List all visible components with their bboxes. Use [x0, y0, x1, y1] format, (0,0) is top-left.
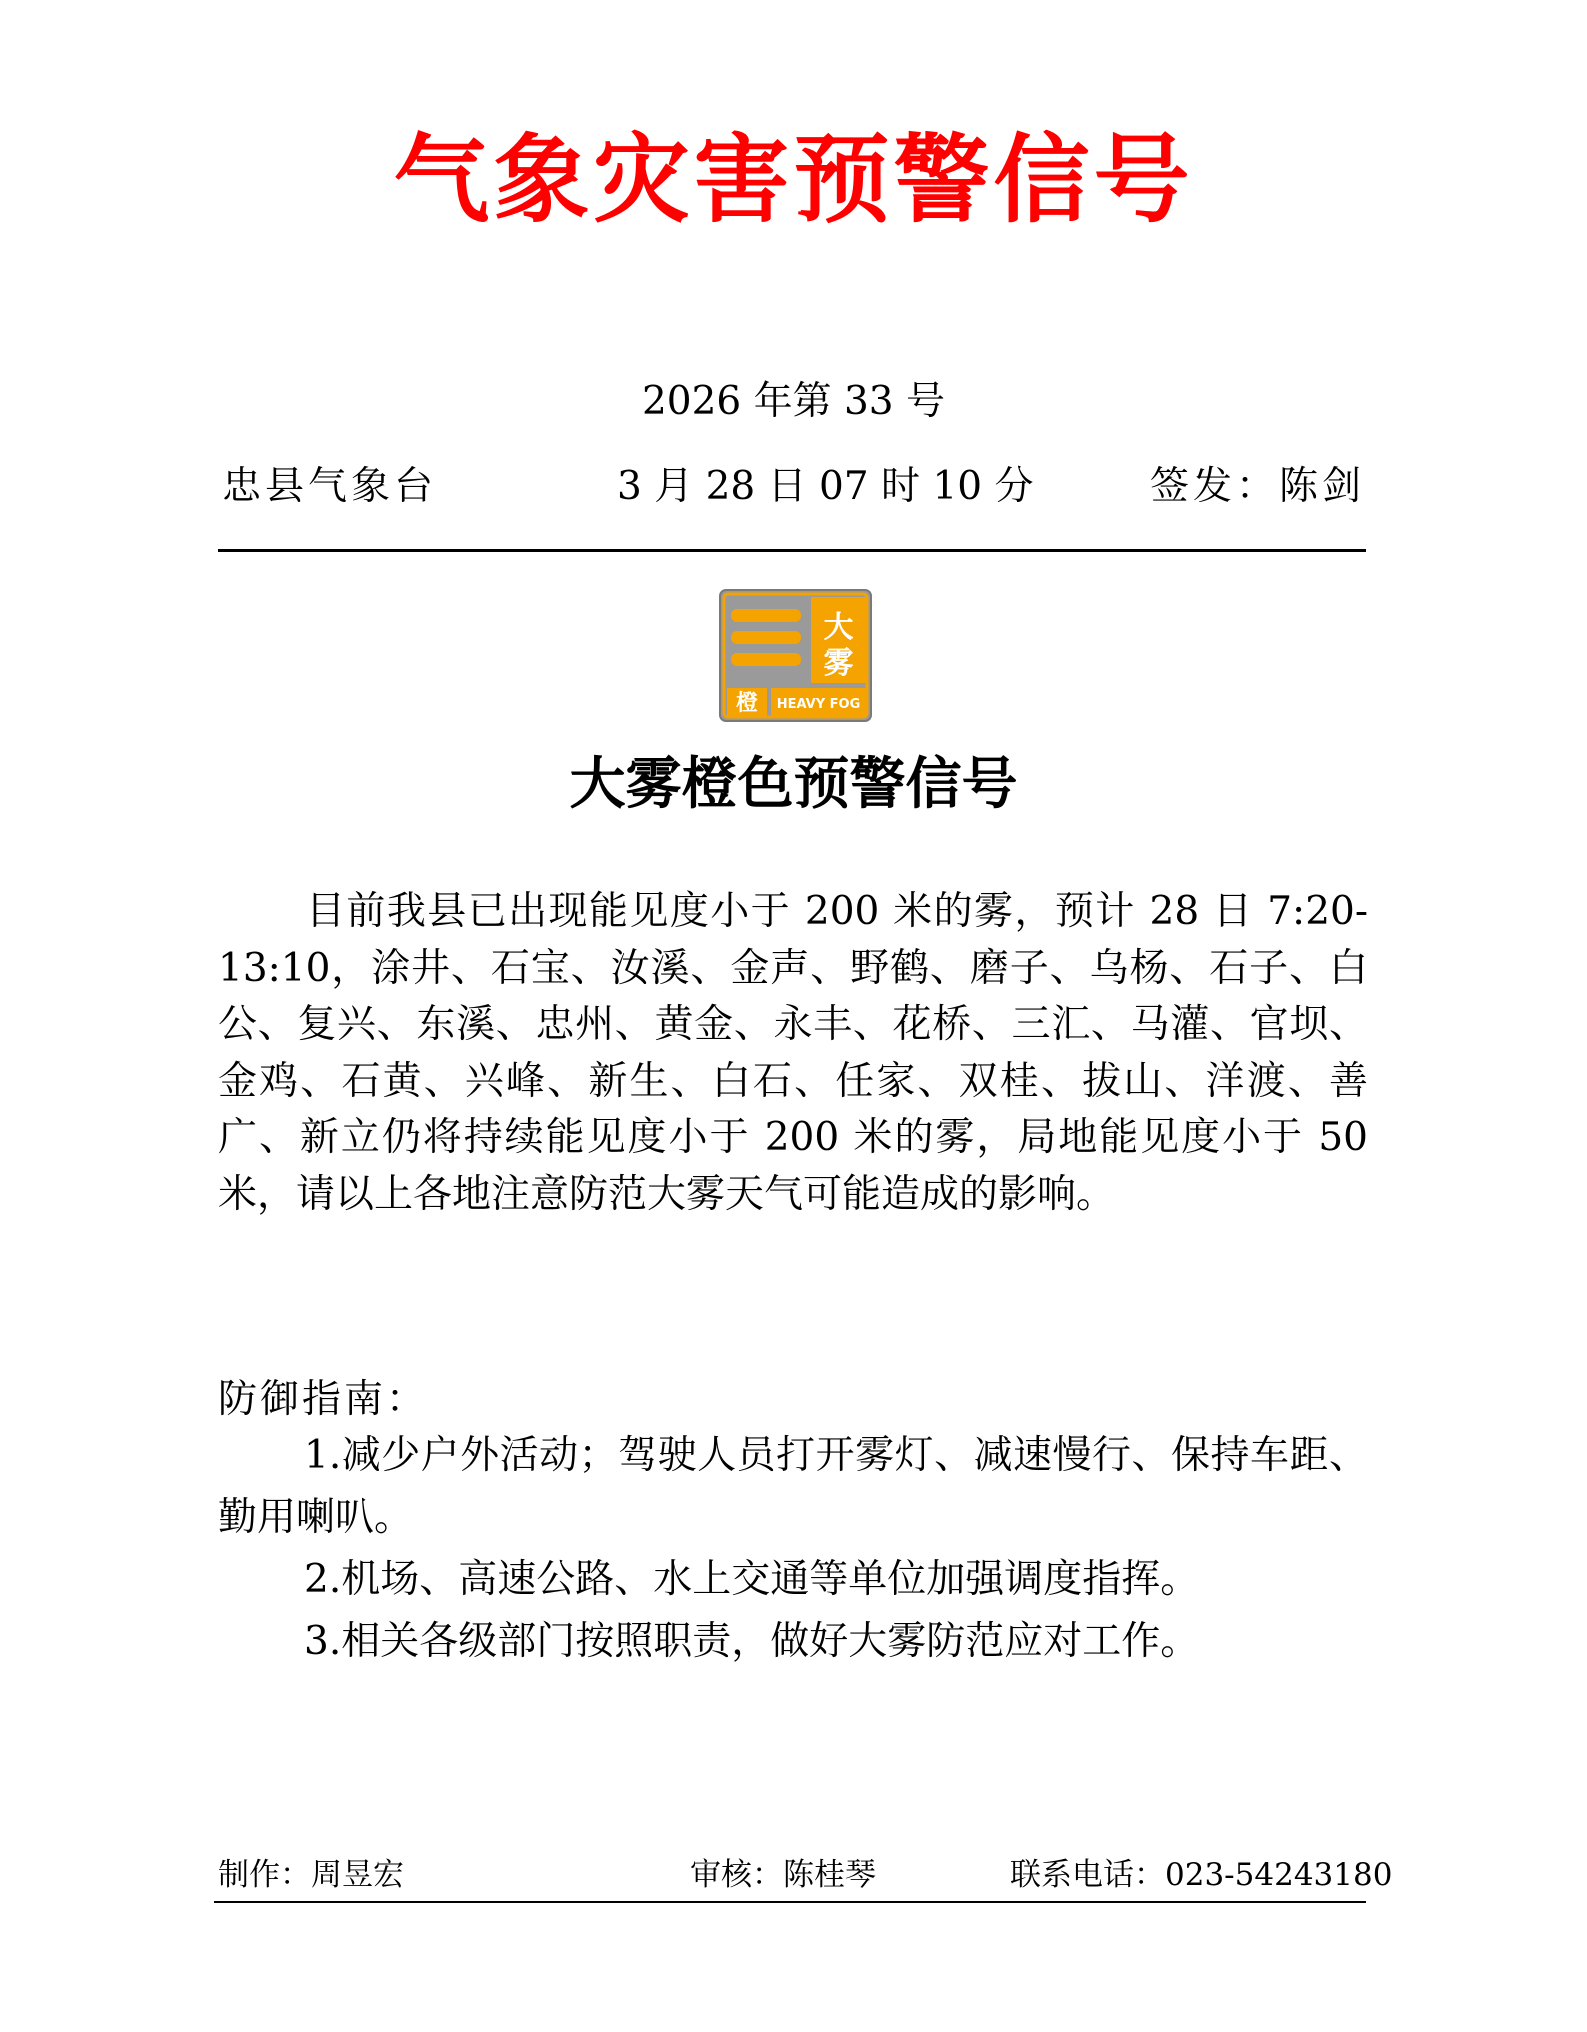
fog-bar-2: [731, 631, 801, 644]
signal-text-da: 大: [823, 610, 854, 645]
warning-body-paragraph: 目前我县已出现能见度小于 200 米的雾，预计 28 日 7:20-13:10，涂井、石宝、汝溪、金声、野鹤、磨子、乌杨、石子、白公、复兴、东溪、忠州、黄金、永丰、花桥、三汇、马灌、官坝、金鸡、石黄、兴峰、新生、白石、任家、双桂、拔山、洋渡、善广、新立仍将持续能见度小于 200 米的雾，局地能见度小于 50 米，请以上各地注意防范大雾天气可能造成的影响。: [218, 889, 1368, 1217]
fog-bar-1: [731, 609, 801, 622]
issue-time: 3 月 28 日 07 时 10 分: [617, 464, 1034, 509]
document-number: 2026 年第 33 号: [641, 379, 946, 424]
signal-text-wu: 雾: [823, 646, 854, 681]
footer-reviewer: 审核：陈桂琴: [690, 1857, 876, 1893]
defense-guide-item: 1.减少户外活动；驾驶人员打开雾灯、减速慢行、保持车距、勤用喇叭。: [218, 1433, 1368, 1540]
signal-title: 大雾橙色预警信号: [569, 752, 1018, 817]
signal-icon-graphic: [719, 589, 872, 722]
footer-divider: [214, 1901, 1366, 1903]
signal-level-text: 橙: [735, 691, 759, 716]
signer: 签发：陈剑: [1150, 464, 1366, 509]
defense-guide-item: 2.机场、高速公路、水上交通等单位加强调度指挥。: [304, 1557, 1200, 1602]
document-header-title: 气象灾害预警信号: [393, 123, 1194, 236]
footer-maker: 制作：周昱宏: [218, 1857, 404, 1893]
footer-phone: 联系电话：023-54243180: [1010, 1857, 1393, 1893]
fog-bar-3: [731, 653, 801, 666]
defense-guide-heading: 防御指南：: [218, 1377, 429, 1422]
heavy-fog-orange-signal-icon: [719, 589, 872, 722]
signal-en-text: HEAVY FOG: [776, 697, 861, 712]
defense-guide-item: 3.相关各级部门按照职责，做好大雾防范应对工作。: [304, 1619, 1200, 1664]
header-divider: [218, 549, 1366, 552]
issuing-office: 忠县气象台: [222, 464, 438, 509]
